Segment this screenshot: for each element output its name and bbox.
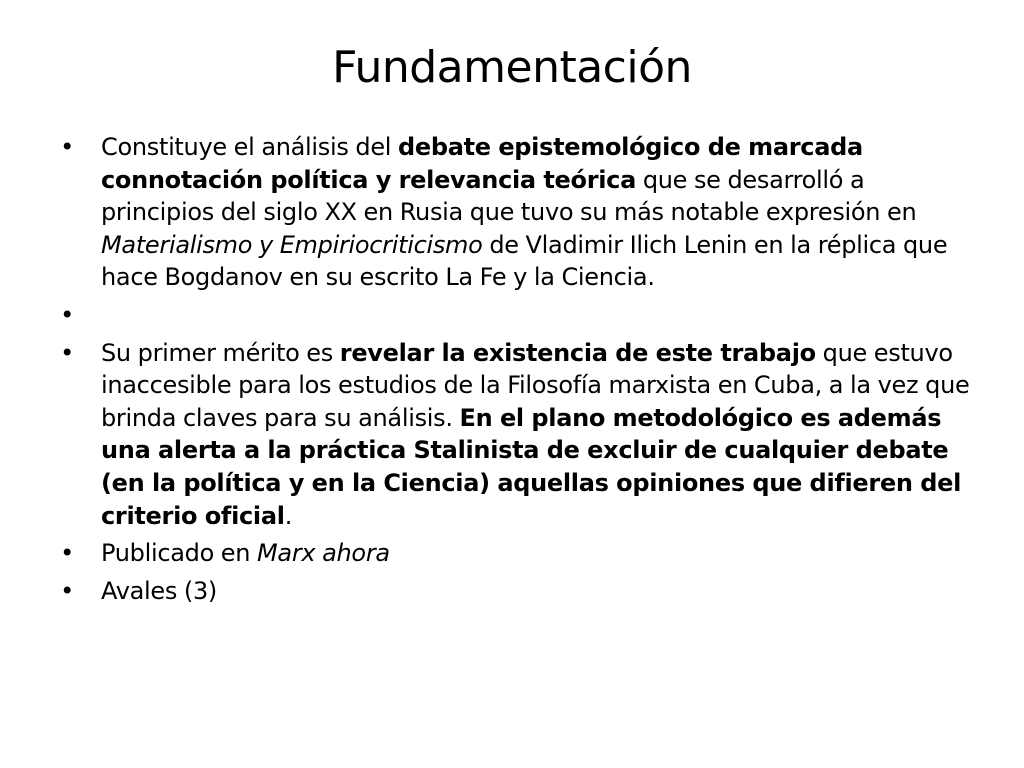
bullet-item xyxy=(55,537,975,570)
bullet-marker: • xyxy=(60,133,74,161)
text-run: Publicado en xyxy=(101,539,257,568)
text-run: de Vladimir Ilich Lenin en la réplica que hace Bogdanov en su escrito La Fe y la Ciencia. xyxy=(101,230,948,292)
bullet-marker: • xyxy=(60,539,74,568)
bullet-text xyxy=(101,133,947,291)
bullet-marker: • xyxy=(60,300,74,329)
bullet-text xyxy=(101,539,390,567)
text-run: que se desarrolló a principios del siglo XX en Rusia que tuvo su más notable expresión en xyxy=(101,165,917,227)
slide-title: Fundamentación xyxy=(332,42,692,93)
bullet-item xyxy=(55,575,975,608)
italic-text-run: Materialismo y Empiriocriticismo xyxy=(101,230,483,259)
bold-text-run: revelar la existencia de este trabajo xyxy=(339,338,816,367)
bullet-item xyxy=(55,131,975,294)
bullet-item xyxy=(55,337,975,533)
bold-text-run: debate epistemológico de marcada connotación política y relevancia teórica xyxy=(101,133,863,194)
bold-text-run: En el plano metodológico es además una alerta a la práctica Stalinista de excluir de cualquier debate (en la política y en la Ciencia) aquellas opiniones que difieren del criterio oficial xyxy=(101,403,962,530)
bullet-text xyxy=(101,339,969,530)
text-run: Avales (3) xyxy=(101,576,217,605)
text-run: que estuvo inaccesible para los estudios de la Filosofía marxista en Cuba, a la vez que brinda claves para su análisis. xyxy=(101,338,970,432)
bullet-text xyxy=(101,577,217,605)
bullet-marker: • xyxy=(60,576,74,605)
bullet-marker: • xyxy=(60,338,74,367)
italic-text-run: Marx ahora xyxy=(257,539,390,568)
text-run: Constituye el análisis del xyxy=(101,133,398,161)
text-run: Su primer mérito es xyxy=(101,338,340,367)
bullet-list xyxy=(55,131,975,612)
bullet-item xyxy=(55,299,975,332)
text-run: . xyxy=(284,501,293,530)
